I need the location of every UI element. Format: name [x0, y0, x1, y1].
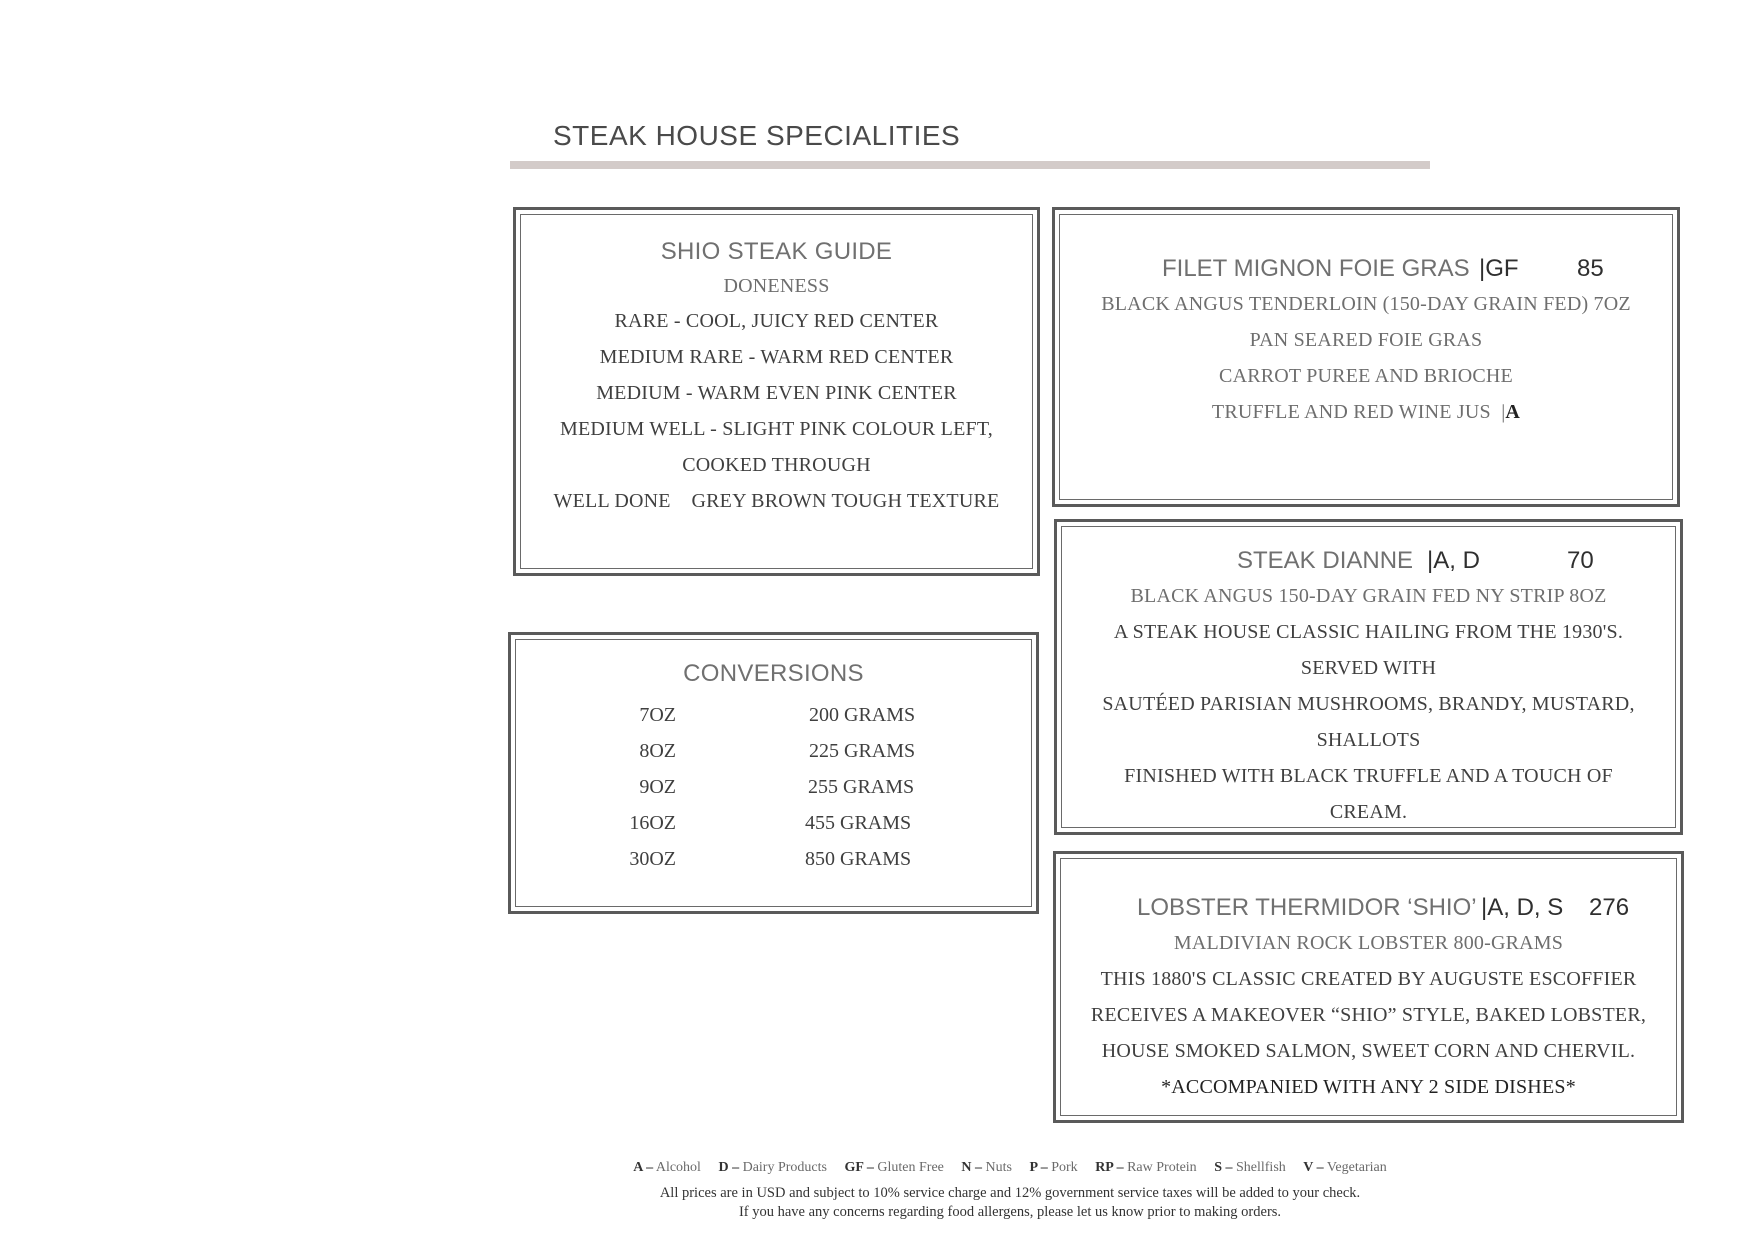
dish-description-line: THIS 1880'S CLASSIC CREATED BY AUGUSTE ESCOFFIER — [1100, 968, 1637, 990]
ounces-value: 30OZ — [629, 848, 676, 870]
dish-header — [1056, 891, 1681, 925]
legend-item — [961, 1160, 1012, 1175]
dish-description-line — [1055, 394, 1677, 430]
dish-description-line: MALDIVIAN ROCK LOBSTER 800-GRAMS — [1173, 932, 1564, 954]
doneness-heading: DONENESS — [723, 275, 830, 297]
dish-description-line: PAN SEARED FOIE GRAS — [1249, 329, 1483, 351]
steak-guide-box — [513, 207, 1040, 576]
legend-item — [1029, 1160, 1077, 1175]
grams-value: 455 GRAMS — [805, 812, 912, 834]
legend-item — [1214, 1160, 1286, 1175]
grams-value: 225 GRAMS — [809, 740, 916, 762]
legend-item — [1095, 1160, 1197, 1175]
filet-mignon-box — [1052, 207, 1680, 507]
legend-label: Alcohol — [655, 1160, 701, 1175]
allergen-tags: |GF — [1479, 255, 1519, 282]
legend-label: Shellfish — [1235, 1160, 1286, 1175]
lobster-thermidor-box — [1053, 851, 1684, 1123]
grams-value: 200 GRAMS — [809, 704, 916, 726]
conversion-row — [511, 841, 1036, 877]
dish-name: FILET MIGNON FOIE GRAS — [1162, 255, 1470, 282]
legend-item — [718, 1160, 827, 1175]
ounces-value: 16OZ — [629, 812, 676, 834]
allergen-note: If you have any concerns regarding food allergens, please let us know prior to making orders. — [738, 1204, 1282, 1220]
conversion-row — [511, 733, 1036, 769]
legend-label: Pork — [1051, 1160, 1078, 1175]
legend-item — [844, 1160, 943, 1175]
legend-label: Nuts — [985, 1160, 1012, 1175]
legend-code: GF – — [844, 1160, 874, 1175]
legend-item — [633, 1160, 701, 1175]
page-title: STEAK HOUSE SPECIALITIES — [553, 120, 961, 151]
legend-code: RP – — [1095, 1160, 1124, 1175]
allergen-tags: |A, D — [1427, 547, 1480, 574]
pricing-note: All prices are in USD and subject to 10% service charge and 12% government service taxes will be added to your check. — [659, 1185, 1361, 1201]
conversion-row — [511, 697, 1036, 733]
dish-price: 276 — [1589, 894, 1630, 921]
legend-code: N – — [961, 1160, 982, 1175]
legend-code: D – — [718, 1160, 740, 1175]
dish-description-line: RECEIVES A MAKEOVER “SHIO” STYLE, BAKED LOBSTER, — [1090, 1004, 1647, 1026]
legend-code: P – — [1029, 1160, 1048, 1175]
dish-header — [1057, 544, 1680, 578]
side-dish-note: *ACCOMPANIED WITH ANY 2 SIDE DISHES* — [1161, 1076, 1576, 1098]
dish-header — [1055, 252, 1677, 286]
ounces-value: 7OZ — [639, 704, 676, 726]
doneness-line: MEDIUM - WARM EVEN PINK CENTER — [596, 382, 957, 404]
dish-description-line: CREAM. — [1329, 801, 1408, 823]
title-divider — [510, 161, 1430, 169]
dish-name: LOBSTER THERMIDOR ‘SHIO’ — [1137, 894, 1477, 921]
grams-value: 850 GRAMS — [805, 848, 912, 870]
doneness-line: MEDIUM RARE - WARM RED CENTER — [599, 346, 954, 368]
doneness-line: WELL DONE GREY BROWN TOUGH TEXTURE — [553, 490, 1000, 512]
conversions-box — [508, 632, 1039, 914]
dish-description-line: SERVED WITH — [1300, 657, 1437, 679]
dish-description-line: BLACK ANGUS 150-DAY GRAIN FED NY STRIP 8OZ — [1130, 585, 1607, 607]
steak-guide-title: SHIO STEAK GUIDE — [660, 238, 893, 265]
legend-item — [1303, 1160, 1386, 1175]
dish-price: 70 — [1567, 547, 1594, 574]
conversion-row — [511, 769, 1036, 805]
dish-name: STEAK DIANNE — [1237, 547, 1414, 574]
legend-code: S – — [1214, 1160, 1233, 1175]
legend-code: A – — [633, 1160, 654, 1175]
dish-description-line: A STEAK HOUSE CLASSIC HAILING FROM THE 1930'S. — [1113, 621, 1624, 643]
doneness-line: RARE - COOL, JUICY RED CENTER — [614, 310, 939, 332]
grams-value: 255 GRAMS — [808, 776, 915, 798]
dish-description-line: HOUSE SMOKED SALMON, SWEET CORN AND CHERVIL. — [1101, 1040, 1636, 1062]
steak-dianne-box — [1054, 519, 1683, 835]
doneness-line: COOKED THROUGH — [682, 454, 871, 476]
conversions-title: CONVERSIONS — [683, 660, 864, 687]
ounces-value: 9OZ — [639, 776, 676, 798]
ounces-value: 8OZ — [639, 740, 676, 762]
dish-description-text: TRUFFLE AND RED WINE JUS | — [1211, 401, 1506, 423]
legend-code: V – — [1303, 1160, 1324, 1175]
allergen-tags: |A, D, S — [1481, 894, 1564, 921]
dish-description-line: BLACK ANGUS TENDERLOIN (150-DAY GRAIN FED) 7OZ — [1101, 293, 1631, 315]
allergen-tag: A — [1505, 401, 1521, 423]
dish-description-line: CARROT PUREE AND BRIOCHE — [1219, 365, 1513, 387]
legend-label: Raw Protein — [1127, 1160, 1197, 1175]
allergen-legend — [0, 1160, 1754, 1176]
legend-label: Dairy Products — [742, 1160, 827, 1175]
conversion-row — [511, 805, 1036, 841]
dish-description-line: SHALLOTS — [1316, 729, 1421, 751]
dish-description-line: FINISHED WITH BLACK TRUFFLE AND A TOUCH OF — [1124, 765, 1613, 787]
dish-description-line: SAUTÉED PARISIAN MUSHROOMS, BRANDY, MUSTARD, — [1102, 693, 1635, 715]
doneness-line: MEDIUM WELL - SLIGHT PINK COLOUR LEFT, — [560, 418, 993, 440]
legend-label: Vegetarian — [1326, 1160, 1387, 1175]
legend-label: Gluten Free — [877, 1160, 944, 1175]
dish-price: 85 — [1577, 255, 1604, 282]
